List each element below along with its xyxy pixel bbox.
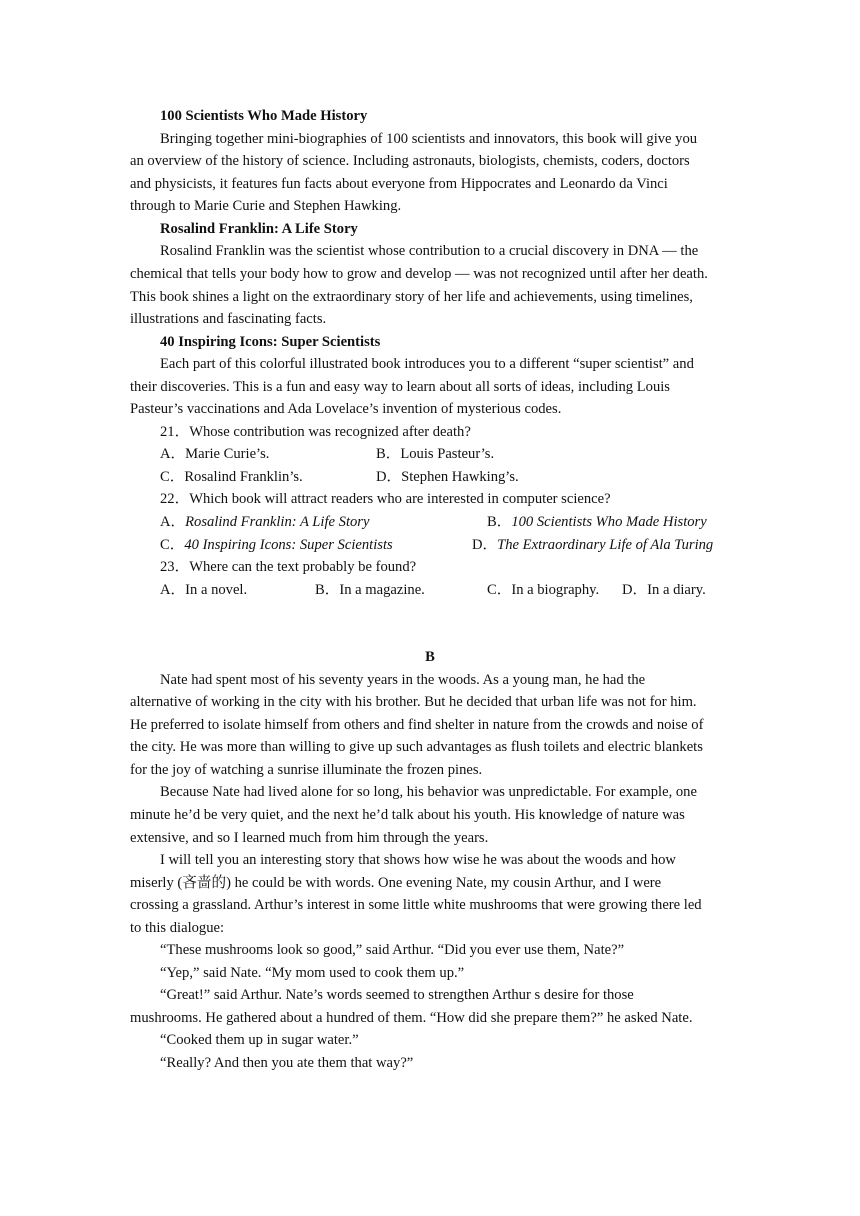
book1-title: 100 Scientists Who Made History <box>160 108 368 124</box>
option-text: 100 Scientists Who Made History <box>511 514 707 530</box>
option-label: C． <box>160 537 185 553</box>
passage-line: “These mushrooms look so good,” said Arthur. “Did you ever use them, Nate?” <box>160 942 625 958</box>
question-22-option-a <box>160 513 369 531</box>
passage-line: crossing a grassland. Arthur’s interest in some little white mushrooms that were growing there led <box>130 897 702 913</box>
passage-line: “Cooked them up in sugar water.” <box>160 1032 359 1048</box>
book2-line: chemical that tells your body how to grow and develop — was not recognized until after her death. <box>130 266 708 282</box>
question-23-stem: 23．Where can the text probably be found? <box>160 559 417 575</box>
question-23-option-b: B．In a magazine. <box>315 582 425 598</box>
question-22-stem: 22．Which book will attract readers who are interested in computer science? <box>160 491 611 507</box>
passage-line: I will tell you an interesting story that shows how wise he was about the woods and how <box>160 852 676 868</box>
passage-line: extensive, and so I learned much from him through the years. <box>130 830 489 846</box>
passage-line: for the joy of watching a sunrise illuminate the frozen pines. <box>130 762 483 778</box>
book3-line: Each part of this colorful illustrated book introduces you to a different “super scientist” and <box>160 356 694 372</box>
book1-line: Bringing together mini-biographies of 100 scientists and innovators, this book will give you <box>160 131 698 147</box>
book2-line: Rosalind Franklin was the scientist whose contribution to a crucial discovery in DNA — the <box>160 243 699 259</box>
book3-title: 40 Inspiring Icons: Super Scientists <box>160 334 381 350</box>
section-heading: B <box>425 649 435 665</box>
question-23-option-d: D．In a diary. <box>622 582 706 598</box>
passage-line: Nate had spent most of his seventy years in the woods. As a young man, he had the <box>160 672 646 688</box>
book2-title: Rosalind Franklin: A Life Story <box>160 221 358 237</box>
passage-line: minute he’d be very quiet, and the next he’d talk about his youth. His knowledge of nature was <box>130 807 685 823</box>
passage-line: Because Nate had lived alone for so long, his behavior was unpredictable. For example, one <box>160 784 697 800</box>
book3-line: their discoveries. This is a fun and easy way to learn about all sorts of ideas, including Louis <box>130 379 670 395</box>
option-label: D． <box>472 537 498 553</box>
passage-line: alternative of working in the city with his brother. But he decided that urban life was not for him. <box>130 694 697 710</box>
book1-line: through to Marie Curie and Stephen Hawking. <box>130 198 402 214</box>
book1-line: an overview of the history of science. Including astronauts, biologists, chemists, coders, doctors <box>130 153 690 169</box>
option-text: Rosalind Franklin: A Life Story <box>185 514 370 530</box>
option-label: B． <box>487 514 512 530</box>
option-text: 40 Inspiring Icons: Super Scientists <box>184 537 393 553</box>
passage-line: He preferred to isolate himself from others and find shelter in nature from the crowds and noise of <box>130 717 704 733</box>
passage-line: miserly (吝啬的) he could be with words. One evening Nate, my cousin Arthur, and I were <box>130 875 662 891</box>
question-23-option-a: A．In a novel. <box>160 582 248 598</box>
question-23-option-c: C．In a biography. <box>487 582 600 598</box>
book2-line: This book shines a light on the extraordinary story of her life and achievements, using timelines, <box>130 289 693 305</box>
question-21-option-c: C．Rosalind Franklin’s. <box>160 469 303 485</box>
question-22-option-d <box>472 536 713 554</box>
book3-line: Pasteur’s vaccinations and Ada Lovelace’s invention of mysterious codes. <box>130 401 562 417</box>
question-21-option-b: B．Louis Pasteur’s. <box>376 446 495 462</box>
question-22-option-c <box>160 536 393 554</box>
question-21-stem: 21．Whose contribution was recognized after death? <box>160 424 471 440</box>
option-label: A． <box>160 514 186 530</box>
question-21-option-d: D．Stephen Hawking’s. <box>376 469 519 485</box>
passage-line: the city. He was more than willing to give up such advantages as flush toilets and electric blankets <box>130 739 703 755</box>
passage-line: mushrooms. He gathered about a hundred of them. “How did she prepare them?” he asked Nate. <box>130 1010 693 1026</box>
option-text: The Extraordinary Life of Ala Turing <box>497 537 714 553</box>
question-21-option-a: A．Marie Curie’s. <box>160 446 270 462</box>
passage-line: “Yep,” said Nate. “My mom used to cook them up.” <box>160 965 465 981</box>
question-22-option-b <box>487 513 707 531</box>
passage-line: to this dialogue: <box>130 920 225 936</box>
passage-line: “Great!” said Arthur. Nate’s words seemed to strengthen Arthur s desire for those <box>160 987 634 1003</box>
book1-line: and physicists, it features fun facts about everyone from Hippocrates and Leonardo da Vinci <box>130 176 668 192</box>
passage-line: “Really? And then you ate them that way?” <box>160 1055 414 1071</box>
book2-line: illustrations and fascinating facts. <box>130 311 327 327</box>
